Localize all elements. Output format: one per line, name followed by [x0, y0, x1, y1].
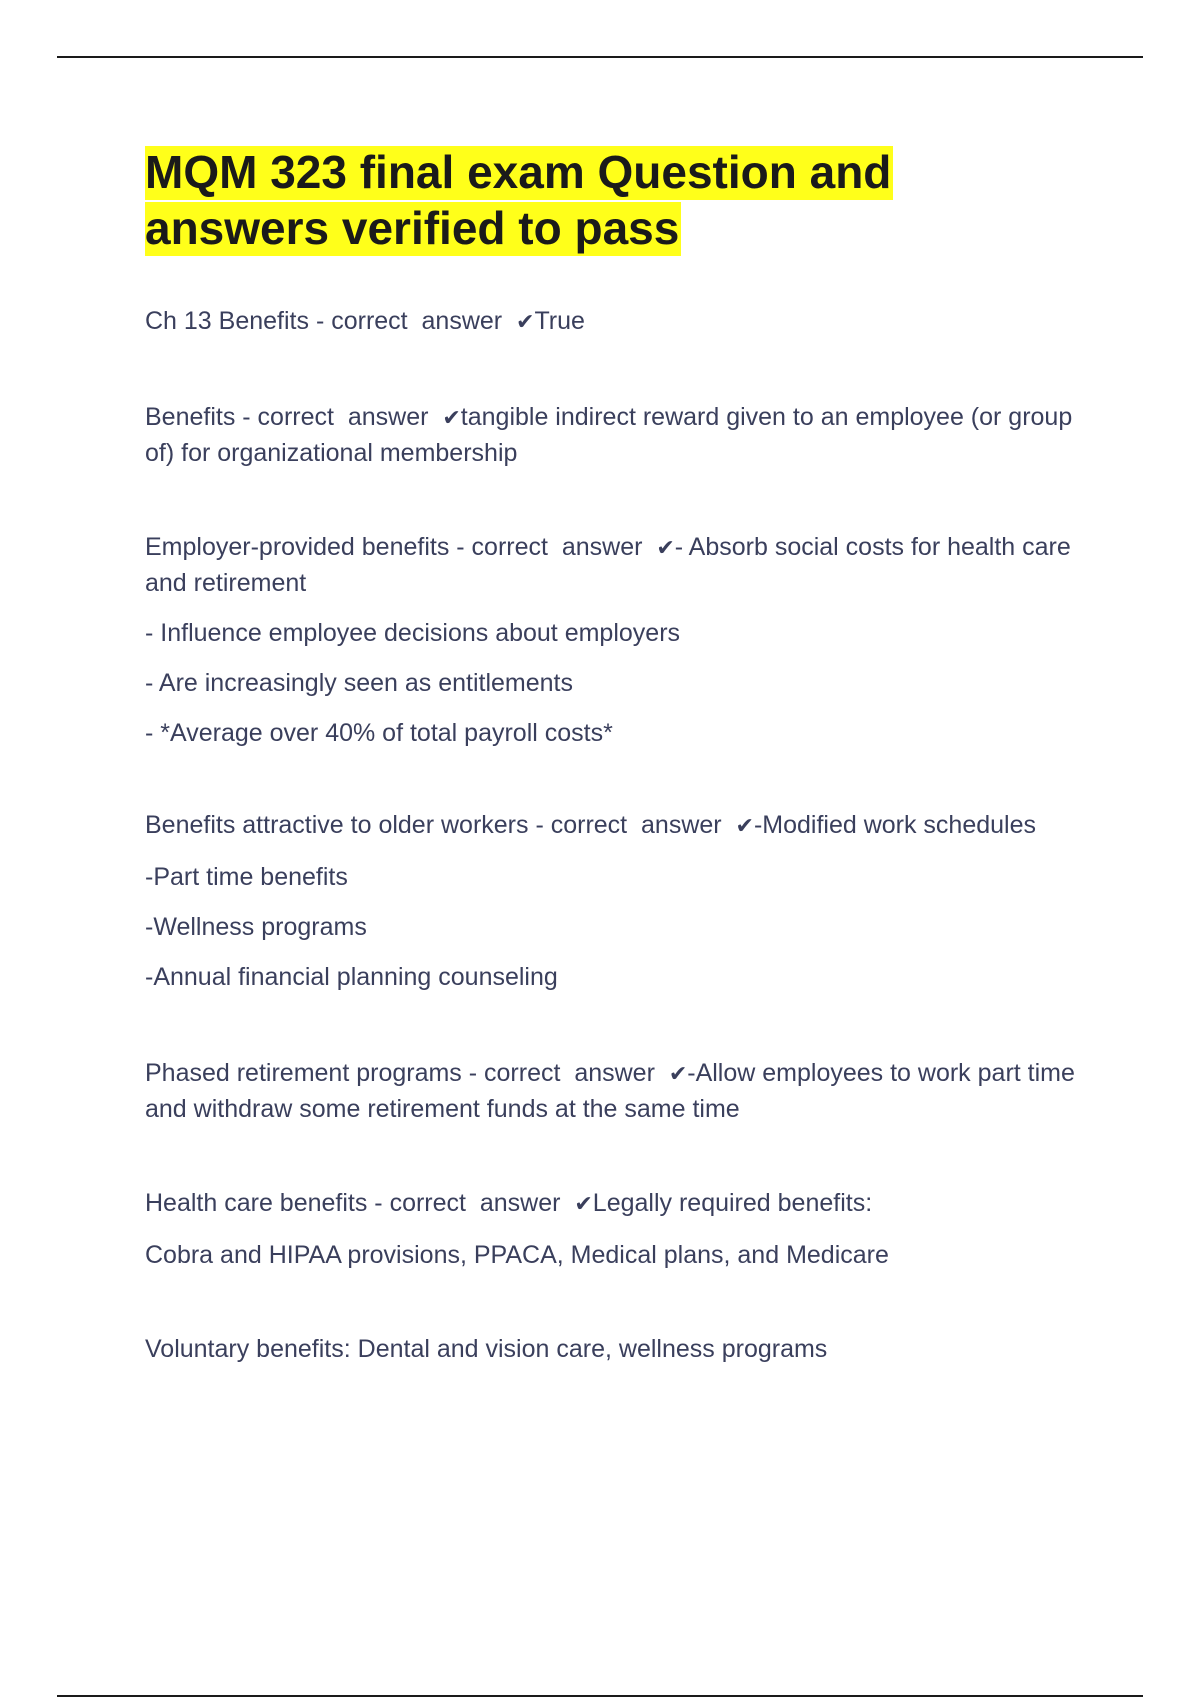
qa-detail-line: -Wellness programs	[145, 913, 367, 941]
bottom-rule	[57, 1695, 1143, 1697]
checkmark-icon: ✔	[516, 310, 535, 335]
qa-term: Health care benefits	[145, 1189, 368, 1217]
title-line-1: MQM 323 final exam Question and	[145, 146, 892, 198]
checkmark-icon: ✔	[668, 1062, 688, 1087]
checkmark-icon: ✔	[735, 814, 754, 839]
qa-answer: -Modified work schedules	[753, 811, 1037, 839]
qa-separator: - correct answer	[528, 811, 736, 839]
title-line-2: answers verified to pass	[145, 202, 680, 254]
qa-detail-line: -Part time benefits	[145, 863, 348, 891]
qa-separator: - correct answer	[235, 403, 443, 431]
qa-separator: - correct answer	[449, 533, 657, 561]
qa-detail-line: - Influence employee decisions about employers	[145, 619, 681, 647]
voluntary-benefits-line: Voluntary benefits: Dental and vision care, wellness programs	[145, 1335, 828, 1363]
qa-detail-line: Cobra and HIPAA provisions, PPACA, Medical plans, and Medicare	[145, 1241, 889, 1269]
qa-separator: - correct answer	[309, 307, 516, 335]
qa-separator: - correct answer	[367, 1189, 575, 1217]
checkmark-icon: ✔	[656, 536, 675, 561]
qa-answer: tangible indirect reward given to an employee (or group of) for organizational membership	[145, 403, 1073, 467]
qa-detail-line: - Are increasingly seen as entitlements	[145, 669, 573, 697]
qa-term: Employer-provided benefits	[145, 533, 450, 561]
qa-term: Ch 13 Benefits	[145, 307, 309, 335]
qa-item	[145, 1056, 1105, 1126]
qa-term: Benefits attractive to older workers	[145, 811, 529, 839]
qa-item	[145, 400, 1105, 470]
checkmark-icon: ✔	[442, 406, 461, 431]
qa-answer: Legally required benefits:	[592, 1189, 873, 1217]
qa-answer: -Allow employees to work part time and withdraw some retirement funds at the same time	[145, 1059, 1075, 1123]
qa-term: Phased retirement programs	[145, 1059, 462, 1087]
top-rule	[57, 56, 1143, 58]
document-body	[145, 144, 1105, 1366]
qa-item	[145, 1186, 1105, 1272]
checkmark-icon: ✔	[574, 1192, 593, 1217]
page-title	[145, 144, 1105, 256]
qa-separator: - correct answer	[461, 1059, 669, 1087]
qa-item	[145, 1332, 1105, 1366]
qa-answer: - Absorb social costs for health care and retirement	[145, 533, 1071, 597]
qa-item	[145, 808, 1105, 994]
qa-term: Benefits	[145, 403, 236, 431]
qa-detail-line: - *Average over 40% of total payroll costs*	[145, 719, 613, 747]
qa-answer: True	[534, 307, 585, 335]
qa-item	[145, 304, 1105, 340]
qa-item	[145, 530, 1105, 750]
qa-detail-line: -Annual financial planning counseling	[145, 963, 558, 991]
